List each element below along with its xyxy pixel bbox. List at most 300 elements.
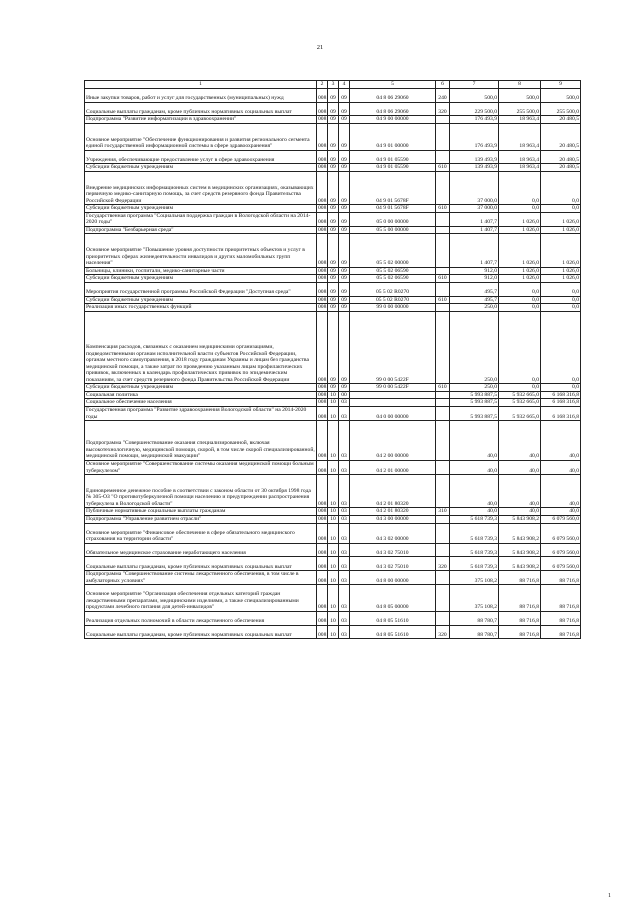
section-code: 10: [328, 523, 339, 543]
amount-col-7: 40,0: [450, 460, 499, 474]
amount-col-9: 0,0: [541, 171, 581, 204]
row-name: Основное мероприятие "Совершенствование системы оказания медицинской помощи больным туберкулезом": [85, 460, 317, 474]
amount-col-7: 5 618 739,3: [450, 557, 499, 571]
target-article-code: 04 3 02 75010: [350, 557, 436, 571]
row-name: Мероприятия государственной программы Российской Федерации "Доступная среда": [85, 282, 317, 296]
table-row: [85, 116, 581, 124]
amount-col-8: 5 843 908,2: [499, 543, 541, 557]
ministry-code: 008: [318, 391, 327, 398]
expense-type-code: 610: [436, 296, 450, 304]
column-header-5: 5: [350, 81, 436, 89]
amount-col-7: 375 108,2: [450, 571, 499, 585]
subsection-code: 09: [339, 226, 350, 234]
ministry-code: 008: [318, 205, 327, 212]
target-article-code: 04 0 00 00000: [350, 406, 436, 420]
expense-type-code: 610: [436, 164, 450, 172]
amount-col-9: 88 716,8: [541, 571, 581, 585]
amount-col-8: 5 843 908,2: [499, 523, 541, 543]
target-article-code: 99 0 00 5422F: [350, 311, 436, 384]
target-article-code: 04 9 01 5678F: [350, 205, 436, 213]
row-name: Реализация отдельных полномочий в области лекарственного обеспечения: [85, 612, 317, 626]
subsection-code: 03: [339, 515, 350, 523]
ministry-code: 008: [318, 384, 327, 391]
column-header-9: 9: [541, 81, 581, 89]
table-row: [85, 212, 581, 226]
expense-type-code: [436, 304, 450, 312]
target-article-code: 05 5 02 R0270: [350, 282, 436, 296]
table-row: [85, 89, 581, 103]
amount-col-9: 0,0: [541, 384, 581, 392]
amount-col-8: 0,0: [499, 171, 541, 204]
expense-type-code: [436, 523, 450, 543]
section-code: 09: [328, 116, 339, 124]
section-code: 09: [328, 226, 339, 234]
table-row: [85, 557, 581, 571]
subsection-code: 03: [339, 460, 350, 474]
ministry-code: 008: [317, 460, 328, 474]
amount-col-9: 500,0: [541, 89, 581, 103]
row-name: Больницы, клиники, госпитали, медико-санитарные части: [85, 267, 317, 275]
subsection-code: 03: [339, 406, 350, 420]
amount-col-8: 88 716,8: [499, 585, 541, 612]
header-row: [85, 81, 581, 89]
amount-col-9: 40,0: [541, 421, 581, 461]
table-body: [85, 89, 581, 639]
table-row: [85, 421, 581, 461]
amount-col-8: 40,0: [499, 421, 541, 461]
target-article-code: 05 0 00 00000: [350, 212, 436, 226]
section-code: 09: [328, 102, 339, 116]
row-name: Субсидии бюджетным учреждениям: [85, 296, 317, 304]
section-code: 09: [328, 267, 339, 275]
ministry-code: 008: [318, 304, 327, 311]
table-row: [85, 102, 581, 116]
subsection-code: 03: [339, 625, 350, 639]
ministry-code: 008: [317, 571, 328, 585]
amount-col-7: 5 618 739,3: [450, 543, 499, 557]
expense-type-code: [436, 475, 450, 508]
target-article-code: 04 9 01 05590: [350, 164, 436, 172]
section-code: 10: [328, 515, 339, 523]
ministry-code: 008: [317, 102, 328, 116]
table-row: [85, 508, 581, 516]
amount-col-9: 1 026,0: [541, 212, 581, 226]
amount-col-9: 6 168 316,8: [541, 399, 581, 407]
expense-type-code: 610: [436, 205, 450, 213]
row-name: Подпрограмма "Безбарьерная среда": [85, 226, 317, 234]
expense-type-code: [436, 267, 450, 275]
target-article-code: 04 8 00 00000: [350, 571, 436, 585]
ministry-code: 008: [317, 557, 328, 571]
ministry-code: 008: [318, 226, 327, 233]
amount-col-8: 1 026,0: [499, 226, 541, 234]
row-name: Подпрограмма "Развитие информатизации в здравоохранении": [85, 116, 317, 124]
expense-type-code: [436, 234, 450, 267]
amount-col-7: 176 493,9: [450, 116, 499, 124]
column-header-3: 3: [328, 81, 339, 89]
target-article-code: 05 5 00 00000: [350, 226, 436, 234]
expense-type-code: 610: [436, 384, 450, 392]
target-article-code: 04 9 01 00000: [350, 123, 436, 150]
target-article-code: 04 2 01 80320: [350, 475, 436, 508]
section-code: 09: [328, 123, 339, 150]
subsection-code: 09: [339, 116, 350, 124]
target-article-code: 05 5 02 06590: [350, 267, 436, 275]
section-code: 10: [328, 571, 339, 585]
target-article-code: 04 8 05 51610: [350, 625, 436, 639]
expense-type-code: 610: [436, 275, 450, 283]
expense-type-code: [436, 282, 450, 296]
section-code: 09: [328, 212, 339, 226]
amount-col-8: 0,0: [499, 384, 541, 392]
target-article-code: 05 5 02 R0270: [350, 296, 436, 304]
amount-col-9: 0,0: [541, 304, 581, 312]
section-code: 10: [328, 543, 339, 557]
page-number: 21: [316, 44, 324, 51]
amount-col-9: 20 480,5: [541, 150, 581, 164]
section-code: 10: [328, 625, 339, 639]
table-row: [85, 171, 581, 204]
amount-col-9: 40,0: [541, 460, 581, 474]
amount-col-7: 139 493,9: [450, 150, 499, 164]
table-row: [85, 515, 581, 523]
row-name: Социальные выплаты гражданам, кроме публичных нормативных социальных выплат: [85, 557, 317, 571]
table-row: [85, 475, 581, 508]
amount-col-7: 5 993 887,5: [450, 391, 499, 399]
row-name: Подпрограмма "Совершенствование оказания специализированной, включая высокотехнологичную, медицинской помощи, скорой, в том числе скорой специализированной, медицинской помощи, медицинской эвакуации": [85, 421, 317, 461]
section-code: 09: [328, 311, 339, 384]
subsection-code: 09: [339, 296, 350, 304]
section-code: 10: [328, 460, 339, 474]
table-row: [85, 391, 581, 399]
ministry-code: 008: [317, 612, 328, 626]
expense-type-code: [436, 421, 450, 461]
amount-col-8: 1 026,0: [499, 267, 541, 275]
amount-col-8: 40,0: [499, 460, 541, 474]
amount-col-9: 20 480,5: [541, 164, 581, 172]
column-header-1: 1: [85, 81, 317, 89]
section-code: 09: [328, 296, 339, 304]
ministry-code: 008: [318, 296, 327, 303]
expense-type-code: 310: [436, 508, 450, 516]
section-code: 09: [328, 171, 339, 204]
amount-col-7: 5 993 887,5: [450, 399, 499, 407]
row-name: Субсидии бюджетным учреждениям: [85, 205, 317, 213]
amount-col-7: 5 618 739,3: [450, 515, 499, 523]
ministry-code: 008: [317, 543, 328, 557]
amount-col-8: 500,0: [499, 89, 541, 103]
row-name: Основное мероприятие "Повышение уровня доступности приоритетных объектов и услуг в приоритетных сферах жизнедеятельности инвалидов и других маломобильных групп населения": [85, 234, 317, 267]
ministry-code: 008: [317, 171, 328, 204]
section-code: 10: [328, 406, 339, 420]
amount-col-9: 88 716,8: [541, 625, 581, 639]
expense-type-code: [436, 585, 450, 612]
table-row: [85, 164, 581, 172]
ministry-code: 008: [317, 234, 328, 267]
target-article-code: 99 0 00 5422F: [350, 384, 436, 392]
table-row: [85, 384, 581, 392]
ministry-code: 008: [318, 275, 327, 282]
row-name: Основное мероприятие "Финансовое обеспечение в сфере обязательного медицинского страхования на территории области": [85, 523, 317, 543]
section-code: 10: [328, 391, 339, 399]
subsection-code: 09: [339, 311, 350, 384]
target-article-code: 04 3 02 00000: [350, 523, 436, 543]
ministry-code: 008: [317, 89, 328, 103]
table-row: [85, 543, 581, 557]
table-row: [85, 275, 581, 283]
ministry-code: 008: [317, 523, 328, 543]
amount-col-8: 88 716,8: [499, 571, 541, 585]
row-name: Субсидии бюджетным учреждениям: [85, 384, 317, 392]
amount-col-8: 5 843 908,2: [499, 557, 541, 571]
expense-type-code: [436, 406, 450, 420]
row-name: Подпрограмма "Совершенствование системы лекарственного обеспечения, в том числе в амбулаторных условиях": [85, 571, 317, 585]
amount-col-8: 0,0: [499, 311, 541, 384]
expense-type-code: [436, 571, 450, 585]
ministry-code: 008: [317, 421, 328, 461]
row-name: Публичные нормативные социальные выплаты гражданам: [85, 508, 317, 516]
amount-col-8: 5 843 908,2: [499, 515, 541, 523]
amount-col-8: 1 026,0: [499, 275, 541, 283]
expense-type-code: [436, 116, 450, 124]
expense-type-code: 320: [436, 625, 450, 639]
expense-type-code: [436, 399, 450, 407]
amount-col-7: 912,0: [450, 267, 499, 275]
amount-col-7: 495,7: [450, 282, 499, 296]
amount-col-9: 1 026,0: [541, 275, 581, 283]
amount-col-7: 37 000,0: [450, 205, 499, 213]
expense-type-code: [436, 226, 450, 234]
amount-col-7: 250,0: [450, 311, 499, 384]
amount-col-7: 250,0: [450, 304, 499, 312]
section-code: 10: [328, 475, 339, 508]
amount-col-9: 88 716,8: [541, 612, 581, 626]
table-row: [85, 460, 581, 474]
amount-col-9: 6 079 560,0: [541, 557, 581, 571]
table-header: [85, 81, 581, 89]
amount-col-9: 6 079 560,0: [541, 523, 581, 543]
amount-col-9: 0,0: [541, 282, 581, 296]
target-article-code: 99 0 00 00000: [350, 304, 436, 312]
amount-col-9: 40,0: [541, 508, 581, 516]
amount-col-9: 0,0: [541, 311, 581, 384]
table-row: [85, 311, 581, 384]
target-article-code: 04 9 01 5678F: [350, 171, 436, 204]
ministry-code: 008: [318, 399, 327, 406]
amount-col-9: 255 500,0: [541, 102, 581, 116]
amount-col-7: 1 407,7: [450, 226, 499, 234]
amount-col-8: 0,0: [499, 205, 541, 213]
amount-col-8: 18 963,4: [499, 150, 541, 164]
subsection-code: 09: [339, 164, 350, 172]
table-row: [85, 399, 581, 407]
ministry-code: 008: [317, 625, 328, 639]
subsection-code: 09: [339, 171, 350, 204]
amount-col-9: 20 480,5: [541, 123, 581, 150]
expense-type-code: [436, 391, 450, 399]
amount-col-8: 5 932 665,0: [499, 406, 541, 420]
amount-col-9: 6 079 560,0: [541, 515, 581, 523]
amount-col-8: 40,0: [499, 508, 541, 516]
section-code: 09: [328, 205, 339, 213]
footer-mark: 1: [608, 893, 611, 899]
table-row: [85, 406, 581, 420]
amount-col-8: 18 963,4: [499, 164, 541, 172]
table-row: [85, 282, 581, 296]
column-header-4: 4: [339, 81, 350, 89]
column-header-2: 2: [317, 81, 328, 89]
row-name: Социальные выплаты гражданам, кроме публичных нормативных социальных выплат: [85, 102, 317, 116]
section-code: 09: [328, 150, 339, 164]
amount-col-9: 1 026,0: [541, 234, 581, 267]
subsection-code: 03: [339, 399, 350, 407]
target-article-code: 04 8 05 00000: [350, 585, 436, 612]
column-header-6: 6: [436, 81, 450, 89]
amount-col-7: 40,0: [450, 475, 499, 508]
row-name: Субсидии бюджетным учреждениям: [85, 275, 317, 283]
subsection-code: 09: [339, 282, 350, 296]
amount-col-9: 6 168 316,8: [541, 391, 581, 399]
amount-col-9: 88 716,8: [541, 585, 581, 612]
amount-col-9: 40,0: [541, 475, 581, 508]
target-article-code: [350, 399, 436, 407]
expense-type-code: 320: [436, 102, 450, 116]
section-code: 10: [328, 508, 339, 516]
amount-col-7: 40,0: [450, 508, 499, 516]
table-row: [85, 205, 581, 213]
target-article-code: [350, 391, 436, 399]
row-name: Государственная программа "Социальная поддержка граждан в Вологодской области на 2014-2020 годы": [85, 212, 317, 226]
subsection-code: 09: [339, 102, 350, 116]
row-name: Основное мероприятие "Обеспечение функционирования и развития регионального сегмента единой государственной информационной системы в сфере здравоохранения": [85, 123, 317, 150]
amount-col-8: 1 026,0: [499, 212, 541, 226]
amount-col-7: 495,7: [450, 296, 499, 304]
table-row: [85, 267, 581, 275]
row-name: Компенсация расходов, связанных с оказанием медицинскими организациями, подведомственными органам исполнительной власти субъектов Российской Федерации, органам местного самоуправления, в 2018 году гражданам Украины и лицам без гражданства медицинской помощи, а также затрат по проведению указанным лицам профилактических прививок, включенных в календарь профилактических прививок по эпидемическим показаниям, за счет средств резервного фонда Правительства Российской Федерации: [85, 311, 317, 384]
amount-col-9: 0,0: [541, 205, 581, 213]
row-name: Внедрение медицинских информационных систем в медицинских организациях, оказывающих первичную медико-санитарную помощь, за счет средств резервного фонда Правительства Российской Федерации: [85, 171, 317, 204]
section-code: 10: [328, 399, 339, 407]
subsection-code: 09: [339, 123, 350, 150]
section-code: 10: [328, 585, 339, 612]
expense-type-code: 320: [436, 557, 450, 571]
expense-type-code: [436, 212, 450, 226]
section-code: 09: [328, 234, 339, 267]
target-article-code: 04 2 01 80320: [350, 508, 436, 516]
subsection-code: 09: [339, 89, 350, 103]
subsection-code: 09: [339, 205, 350, 213]
amount-col-8: 88 716,8: [499, 625, 541, 639]
ministry-code: 008: [317, 311, 328, 384]
ministry-code: 008: [318, 164, 327, 171]
subsection-code: 09: [339, 304, 350, 312]
amount-col-7: 5 618 739,3: [450, 523, 499, 543]
target-article-code: 04 2 00 00000: [350, 421, 436, 461]
subsection-code: 03: [339, 585, 350, 612]
subsection-code: 03: [339, 421, 350, 461]
table-row: [85, 150, 581, 164]
amount-col-8: 5 932 665,0: [499, 399, 541, 407]
expense-type-code: [436, 150, 450, 164]
subsection-code: 00: [339, 391, 350, 399]
amount-col-9: 6 079 560,0: [541, 543, 581, 557]
ministry-code: 008: [318, 508, 327, 515]
table-row: [85, 123, 581, 150]
expense-type-code: [436, 460, 450, 474]
table-row: [85, 523, 581, 543]
target-article-code: 04 9 01 05590: [350, 150, 436, 164]
row-name: Социальное обеспечение населения: [85, 399, 317, 407]
target-article-code: 04 8 06 29060: [350, 102, 436, 116]
subsection-code: 03: [339, 612, 350, 626]
table-row: [85, 234, 581, 267]
table-row: [85, 625, 581, 639]
target-article-code: 04 3 02 75010: [350, 543, 436, 557]
expense-type-code: [436, 612, 450, 626]
ministry-code: 008: [318, 267, 327, 274]
row-name: Учреждения, обеспечивающие предоставление услуг в сфере здравоохранения: [85, 150, 317, 164]
target-article-code: 05 5 02 00000: [350, 234, 436, 267]
amount-col-8: 1 026,0: [499, 234, 541, 267]
target-article-code: 04 8 05 51610: [350, 612, 436, 626]
section-code: 10: [328, 612, 339, 626]
row-name: Социальная политика: [85, 391, 317, 399]
ministry-code: 008: [317, 212, 328, 226]
amount-col-7: 176 493,9: [450, 123, 499, 150]
target-article-code: 05 5 02 06590: [350, 275, 436, 283]
section-code: 09: [328, 89, 339, 103]
target-article-code: 04 2 01 00000: [350, 460, 436, 474]
ministry-code: 008: [317, 282, 328, 296]
expense-type-code: 240: [436, 89, 450, 103]
subsection-code: 03: [339, 508, 350, 516]
amount-col-7: 375 108,2: [450, 585, 499, 612]
table-row: [85, 612, 581, 626]
amount-col-7: 5 993 887,5: [450, 406, 499, 420]
row-name: Иные закупки товаров, работ и услуг для государственных (муниципальных) нужд: [85, 89, 317, 103]
ministry-code: 008: [317, 475, 328, 508]
section-code: 09: [328, 384, 339, 392]
amount-col-9: 1 026,0: [541, 267, 581, 275]
amount-col-8: 40,0: [499, 475, 541, 508]
subsection-code: 03: [339, 475, 350, 508]
expense-type-code: [436, 311, 450, 384]
target-article-code: 04 9 00 00000: [350, 116, 436, 124]
section-code: 10: [328, 557, 339, 571]
column-header-7: 7: [450, 81, 499, 89]
subsection-code: 09: [339, 150, 350, 164]
section-code: 09: [328, 275, 339, 283]
amount-col-7: 1 407,7: [450, 212, 499, 226]
amount-col-9: 6 168 316,8: [541, 406, 581, 420]
amount-col-8: 0,0: [499, 282, 541, 296]
subsection-code: 03: [339, 543, 350, 557]
amount-col-8: 18 963,4: [499, 123, 541, 150]
row-name: Подпрограмма "Управление развитием отрасли": [85, 515, 317, 523]
expense-type-code: [436, 515, 450, 523]
section-code: 09: [328, 304, 339, 312]
amount-col-7: 229 500,0: [450, 102, 499, 116]
ministry-code: 008: [317, 585, 328, 612]
subsection-code: 09: [339, 384, 350, 392]
ministry-code: 008: [318, 116, 327, 123]
ministry-code: 008: [317, 123, 328, 150]
amount-col-7: 500,0: [450, 89, 499, 103]
amount-col-7: 250,0: [450, 384, 499, 392]
budget-table: [84, 80, 581, 639]
amount-col-7: 1 407,7: [450, 234, 499, 267]
row-name: Реализация иных государственных функций: [85, 304, 317, 312]
